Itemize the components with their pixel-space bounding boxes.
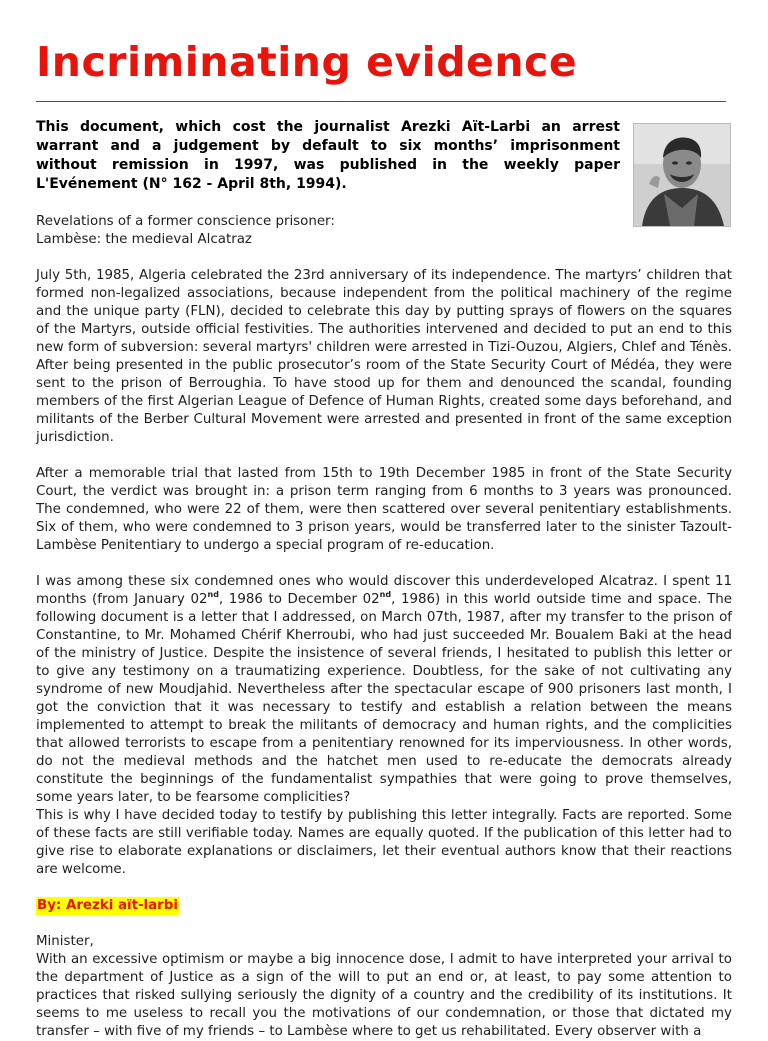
byline: By: Arezki aït-larbi	[37, 898, 178, 913]
paragraph-3	[36, 573, 732, 807]
lead-paragraph: This document, which cost the journalist Arezki Aït-Larbi an arrest warrant and a judgement by default to six months’ imprisonment without remission in 1997, was published in the weekly paper L'Evénement (N° 162 - April 8th, 1994).	[36, 119, 620, 192]
article-body	[36, 213, 732, 1041]
subtitle	[36, 213, 732, 249]
subtitle-line-2: Lambèse: the medieval Alcatraz	[36, 232, 252, 247]
paragraph-1: July 5th, 1985, Algeria celebrated the 23rd anniversary of its independence. The martyrs’ children that formed non-legalized associations, because independent from the political machinery of the regime and the unique party (FLN), decided to celebrate this day by putting sprays of flowers on the squares of the Martyrs, outside official festivities. The authorities intervened and decided to put an end to this new form of subversion: several martyrs' children were arrested in Tizi-Ouzou, Algiers, Chlef and Ténès. After being presented in the public prosecutor’s room of the State Security Court of Médéa, they were sent to the prison of Berroughia. To have stood up for them and denounced the scandal, founding members of the first Algerian League of Defence of Human Rights, created some days beforehand, and militants of the Berber Cultural Movement were arrested and presented in front of the same exception jurisdiction.	[36, 268, 732, 445]
page-title: Incriminating evidence	[36, 38, 578, 86]
author-photo	[633, 123, 731, 227]
title-divider	[36, 101, 726, 102]
letter-paragraph-1: With an excessive optimism or maybe a big innocence dose, I admit to have interpreted your arrival to the department of Justice as a sign of the will to put an end or, at least, to pay some attention to practices that risked sullying seriously the dignity of a country and the credibility of its institutions. It seems to me useless to recall you the motivations of our condemnation, or those that dictated my transfer – with five of my friends – to Lambèse where to get us rehabilitated. Every observer with a	[36, 952, 732, 1039]
paragraph-3-part-a: I was among these six condemned ones who would discover this underdeveloped Alcatraz. I spent 11 months (from January 02	[36, 574, 732, 607]
ordinal-suffix: nd	[379, 590, 392, 599]
byline-row	[36, 897, 732, 915]
paragraph-3-part-c: , 1986) in this world outside time and space. The following document is a letter that I addressed, on March 07th, 1987, after my transfer to the prison of Constantine, to Mr. Mohamed Chérif Kherroubi, who had just succeeded Mr. Boualem Baki at the head of the ministry of Justice. Despite the insistence of several friends, I hesitated to publish this letter or to give any testimony on a traumatizing experience. Doubtless, for the sake of not cultivating any syndrome of new Moudjahid. Nevertheless after the spectacular escape of 900 prisoners last month, I got the conviction that it was necessary to testify and establish a relation between the means implemented to attempt to break the militants of democracy and human rights, and the complicities that allowed terrorists to escape from a penitentiary renowned for its imperviousness. In other words, do not the medieval methods and the hatchet men used to re-educate the democrats already constitute the beginnings of the fundamentalist sympathies that were going to prove themselves, some years later, to be fearsome complicities?	[36, 592, 733, 805]
paragraph-2: After a memorable trial that lasted from 15th to 19th December 1985 in front of the State Security Court, the verdict was brought in: a prison term ranging from 6 months to 3 years was pronounced. The condemned, who were 22 of them, were then scattered over several penitentiary establishments. Six of them, who were condemned to 3 prison years, would be transferred later to the sinister Tazoult-Lambèse Penitentiary to undergo a special program of re-education.	[36, 466, 732, 553]
paragraph-4: This is why I have decided today to testify by publishing this letter integrally. Facts are reported. Some of these facts are still verifiable today. Names are equally quoted. If the publication of this letter had to give rise to elaborate explanations or disclaimers, let their eventual authors know that their reactions are welcome.	[36, 808, 732, 877]
subtitle-line-1: Revelations of a former conscience prisoner:	[36, 214, 335, 229]
ordinal-suffix: nd	[207, 590, 219, 599]
paragraph-3-part-b: , 1986 to December 02	[218, 592, 380, 607]
letter-salutation: Minister,	[36, 934, 94, 949]
author-portrait-image	[634, 124, 730, 226]
